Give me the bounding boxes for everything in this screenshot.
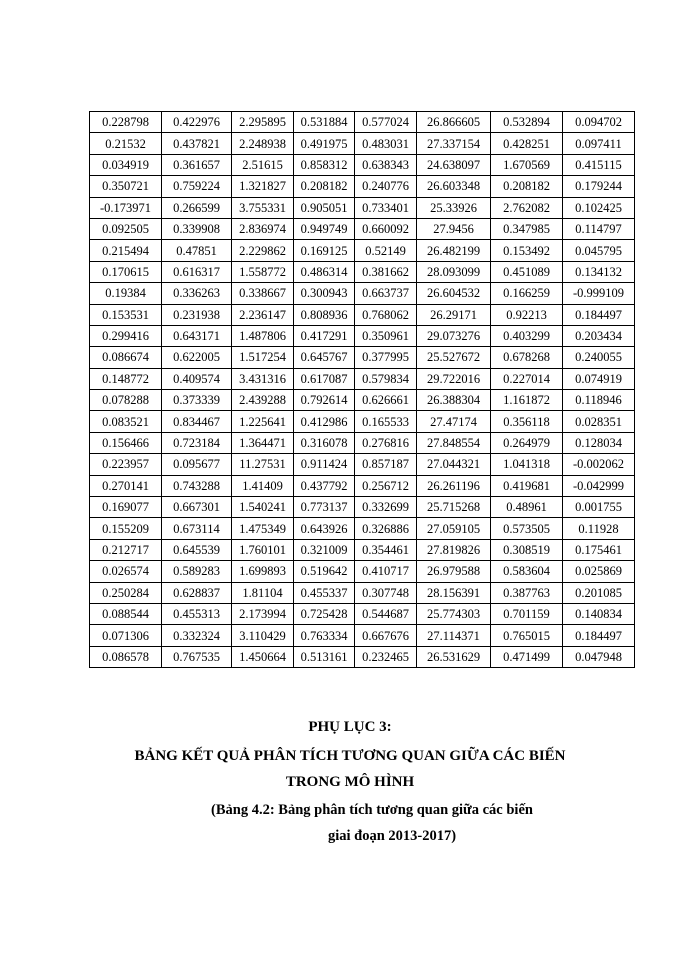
table-cell: 3.110429 xyxy=(232,625,294,646)
table-cell: 0.228798 xyxy=(90,112,162,133)
table-cell: 26.604532 xyxy=(417,283,491,304)
table-cell: 0.638343 xyxy=(355,154,417,175)
table-cell: 0.513161 xyxy=(294,646,355,667)
table-row xyxy=(90,497,635,518)
table-cell: 0.765015 xyxy=(491,625,563,646)
table-cell: 0.227014 xyxy=(491,368,563,389)
table-cell: 0.316078 xyxy=(294,432,355,453)
table-cell: 0.437821 xyxy=(162,133,232,154)
table-cell: 0.626661 xyxy=(355,390,417,411)
table-cell: 0.52149 xyxy=(355,240,417,261)
table-cell: 0.911424 xyxy=(294,454,355,475)
table-cell: 0.240055 xyxy=(563,347,635,368)
table-row xyxy=(90,432,635,453)
table-cell: 0.332324 xyxy=(162,625,232,646)
table-cell: 0.373339 xyxy=(162,390,232,411)
appendix-title-line-1: BẢNG KẾT QUẢ PHÂN TÍCH TƯƠNG QUAN GIỮA CÁC BIẾN xyxy=(134,748,566,764)
table-row xyxy=(90,561,635,582)
table-cell: 0.184497 xyxy=(563,625,635,646)
table-cell: 0.148772 xyxy=(90,368,162,389)
table-cell: 0.175461 xyxy=(563,539,635,560)
table-row xyxy=(90,539,635,560)
appendix-subtitle-line-2: giai đoạn 2013-2017) xyxy=(327,828,457,844)
table-row xyxy=(90,625,635,646)
table-cell: 27.9456 xyxy=(417,218,491,239)
table-cell: 1.760101 xyxy=(232,539,294,560)
table-cell: 0.589283 xyxy=(162,561,232,582)
appendix-section xyxy=(0,714,700,849)
table-cell: 0.223957 xyxy=(90,454,162,475)
table-row xyxy=(90,197,635,218)
table-cell: 0.403299 xyxy=(491,325,563,346)
table-cell: 0.184497 xyxy=(563,304,635,325)
table-row xyxy=(90,154,635,175)
table-cell: 29.722016 xyxy=(417,368,491,389)
table-row xyxy=(90,411,635,432)
table-cell: 0.808936 xyxy=(294,304,355,325)
table-row xyxy=(90,218,635,239)
table-cell: 0.667676 xyxy=(355,625,417,646)
table-cell: 1.670569 xyxy=(491,154,563,175)
table-cell: 0.455337 xyxy=(294,582,355,603)
table-cell: 0.419681 xyxy=(491,475,563,496)
table-cell: 27.114371 xyxy=(417,625,491,646)
table-cell: 0.339908 xyxy=(162,218,232,239)
table-cell: 0.544687 xyxy=(355,603,417,624)
table-cell: 0.350721 xyxy=(90,176,162,197)
table-cell: 0.094702 xyxy=(563,112,635,133)
table-cell: 0.678268 xyxy=(491,347,563,368)
table-cell: 0.256712 xyxy=(355,475,417,496)
table-cell: 0.034919 xyxy=(90,154,162,175)
table-cell: 0.417291 xyxy=(294,325,355,346)
table-cell: 3.755331 xyxy=(232,197,294,218)
table-cell: 0.307748 xyxy=(355,582,417,603)
table-row xyxy=(90,603,635,624)
table-cell: 0.240776 xyxy=(355,176,417,197)
table-cell: 1.558772 xyxy=(232,261,294,282)
table-row xyxy=(90,390,635,411)
table-cell: -0.173971 xyxy=(90,197,162,218)
table-cell: 0.321009 xyxy=(294,539,355,560)
table-cell: 0.208182 xyxy=(491,176,563,197)
table-cell: 0.250284 xyxy=(90,582,162,603)
table-cell: 2.229862 xyxy=(232,240,294,261)
table-cell: 0.169125 xyxy=(294,240,355,261)
table-cell: 0.140834 xyxy=(563,603,635,624)
table-cell: 0.266599 xyxy=(162,197,232,218)
table-cell: 0.232465 xyxy=(355,646,417,667)
table-cell: 24.638097 xyxy=(417,154,491,175)
table-cell: 0.086578 xyxy=(90,646,162,667)
table-row xyxy=(90,133,635,154)
table-cell: 0.299416 xyxy=(90,325,162,346)
table-cell: 0.486314 xyxy=(294,261,355,282)
table-cell: 0.767535 xyxy=(162,646,232,667)
table-cell: 0.905051 xyxy=(294,197,355,218)
table-row xyxy=(90,304,635,325)
table-cell: 0.001755 xyxy=(563,497,635,518)
table-cell: 0.338667 xyxy=(232,283,294,304)
table-cell: 0.531884 xyxy=(294,112,355,133)
table-cell: 0.215494 xyxy=(90,240,162,261)
appendix-heading: PHỤ LỤC 3: xyxy=(308,719,392,735)
table-cell: 0.387763 xyxy=(491,582,563,603)
table-cell: 0.264979 xyxy=(491,432,563,453)
table-cell: 1.450664 xyxy=(232,646,294,667)
table-cell: 0.763334 xyxy=(294,625,355,646)
table-cell: 0.519642 xyxy=(294,561,355,582)
table-cell: 2.295895 xyxy=(232,112,294,133)
table-row xyxy=(90,454,635,475)
table-cell: 27.47174 xyxy=(417,411,491,432)
table-cell: 0.025869 xyxy=(563,561,635,582)
table-row xyxy=(90,368,635,389)
table-row xyxy=(90,325,635,346)
table-cell: 1.364471 xyxy=(232,432,294,453)
table-cell: 1.487806 xyxy=(232,325,294,346)
table-cell: 0.212717 xyxy=(90,539,162,560)
table-cell: 0.743288 xyxy=(162,475,232,496)
table-cell: 25.33926 xyxy=(417,197,491,218)
table-row xyxy=(90,176,635,197)
table-cell: 0.645539 xyxy=(162,539,232,560)
table-cell: 1.540241 xyxy=(232,497,294,518)
table-cell: 0.128034 xyxy=(563,432,635,453)
table-cell: 25.774303 xyxy=(417,603,491,624)
data-table xyxy=(89,111,635,668)
table-cell: 0.078288 xyxy=(90,390,162,411)
table-cell: 0.577024 xyxy=(355,112,417,133)
table-cell: 0.102425 xyxy=(563,197,635,218)
table-cell: 0.643926 xyxy=(294,518,355,539)
table-cell: 1.699893 xyxy=(232,561,294,582)
table-row xyxy=(90,518,635,539)
table-cell: 0.451089 xyxy=(491,261,563,282)
table-cell: 0.412986 xyxy=(294,411,355,432)
table-cell: 0.48961 xyxy=(491,497,563,518)
table-cell: 2.762082 xyxy=(491,197,563,218)
table-cell: 28.093099 xyxy=(417,261,491,282)
table-cell: 0.663737 xyxy=(355,283,417,304)
table-cell: 0.377995 xyxy=(355,347,417,368)
table-cell: 0.332699 xyxy=(355,497,417,518)
table-cell: 0.409574 xyxy=(162,368,232,389)
table-cell: 0.725428 xyxy=(294,603,355,624)
table-cell: 26.388304 xyxy=(417,390,491,411)
table-cell: 0.428251 xyxy=(491,133,563,154)
table-cell: 2.51615 xyxy=(232,154,294,175)
table-cell: 0.169077 xyxy=(90,497,162,518)
table-cell: 0.19384 xyxy=(90,283,162,304)
table-cell: 0.326886 xyxy=(355,518,417,539)
table-row xyxy=(90,261,635,282)
table-cell: 0.617087 xyxy=(294,368,355,389)
table-cell: 0.583604 xyxy=(491,561,563,582)
table-cell: 0.701159 xyxy=(491,603,563,624)
table-cell: 0.471499 xyxy=(491,646,563,667)
table-cell: 2.836974 xyxy=(232,218,294,239)
table-cell: 0.645767 xyxy=(294,347,355,368)
table-cell: 27.044321 xyxy=(417,454,491,475)
appendix-subtitle-line-1: (Bảng 4.2: Bảng phân tích tương quan giữa các biến xyxy=(211,802,533,818)
table-cell: 11.27531 xyxy=(232,454,294,475)
table-cell: 0.276816 xyxy=(355,432,417,453)
table-cell: 26.531629 xyxy=(417,646,491,667)
table-cell: 0.422976 xyxy=(162,112,232,133)
table-cell: 0.134132 xyxy=(563,261,635,282)
table-cell: 0.491975 xyxy=(294,133,355,154)
table-row xyxy=(90,475,635,496)
table-cell: 3.431316 xyxy=(232,368,294,389)
table-cell: 0.356118 xyxy=(491,411,563,432)
table-cell: 0.11928 xyxy=(563,518,635,539)
table-cell: 1.225641 xyxy=(232,411,294,432)
table-cell: 27.337154 xyxy=(417,133,491,154)
table-cell: -0.999109 xyxy=(563,283,635,304)
table-cell: -0.042999 xyxy=(563,475,635,496)
table-cell: -0.002062 xyxy=(563,454,635,475)
table-cell: 0.455313 xyxy=(162,603,232,624)
table-cell: 1.41409 xyxy=(232,475,294,496)
table-cell: 0.179244 xyxy=(563,176,635,197)
table-cell: 0.673114 xyxy=(162,518,232,539)
table-cell: 25.527672 xyxy=(417,347,491,368)
table-cell: 0.153492 xyxy=(491,240,563,261)
table-cell: 0.92213 xyxy=(491,304,563,325)
table-cell: 26.482199 xyxy=(417,240,491,261)
table-cell: 0.074919 xyxy=(563,368,635,389)
table-cell: 0.155209 xyxy=(90,518,162,539)
table-cell: 0.347985 xyxy=(491,218,563,239)
table-cell: 0.083521 xyxy=(90,411,162,432)
table-cell: 26.261196 xyxy=(417,475,491,496)
appendix-title-line-2: TRONG MÔ HÌNH xyxy=(285,774,415,790)
table-cell: 0.483031 xyxy=(355,133,417,154)
table-row xyxy=(90,347,635,368)
table-cell: 0.153531 xyxy=(90,304,162,325)
table-cell: 0.622005 xyxy=(162,347,232,368)
table-cell: 0.114797 xyxy=(563,218,635,239)
table-cell: 0.949749 xyxy=(294,218,355,239)
table-cell: 0.616317 xyxy=(162,261,232,282)
table-cell: 2.236147 xyxy=(232,304,294,325)
table-cell: 0.045795 xyxy=(563,240,635,261)
table-cell: 0.723184 xyxy=(162,432,232,453)
table-cell: 1.041318 xyxy=(491,454,563,475)
table-cell: 28.156391 xyxy=(417,582,491,603)
table-row xyxy=(90,283,635,304)
table-cell: 1.161872 xyxy=(491,390,563,411)
table-cell: 0.201085 xyxy=(563,582,635,603)
table-cell: 0.028351 xyxy=(563,411,635,432)
table-cell: 0.300943 xyxy=(294,283,355,304)
table-row xyxy=(90,112,635,133)
table-cell: 25.715268 xyxy=(417,497,491,518)
table-cell: 0.437792 xyxy=(294,475,355,496)
table-cell: 0.643171 xyxy=(162,325,232,346)
table-cell: 0.628837 xyxy=(162,582,232,603)
table-cell: 0.381662 xyxy=(355,261,417,282)
table-cell: 0.086674 xyxy=(90,347,162,368)
table-cell: 0.792614 xyxy=(294,390,355,411)
table-cell: 0.350961 xyxy=(355,325,417,346)
table-cell: 0.660092 xyxy=(355,218,417,239)
table-row xyxy=(90,240,635,261)
table-cell: 0.768062 xyxy=(355,304,417,325)
table-cell: 0.165533 xyxy=(355,411,417,432)
table-cell: 26.979588 xyxy=(417,561,491,582)
table-cell: 0.308519 xyxy=(491,539,563,560)
table-cell: 0.270141 xyxy=(90,475,162,496)
table-cell: 26.866605 xyxy=(417,112,491,133)
table-cell: 0.667301 xyxy=(162,497,232,518)
table-cell: 0.47851 xyxy=(162,240,232,261)
table-row xyxy=(90,646,635,667)
table-cell: 0.203434 xyxy=(563,325,635,346)
table-cell: 0.834467 xyxy=(162,411,232,432)
table-cell: 0.026574 xyxy=(90,561,162,582)
table-cell: 0.773137 xyxy=(294,497,355,518)
table-cell: 0.354461 xyxy=(355,539,417,560)
table-cell: 0.336263 xyxy=(162,283,232,304)
table-cell: 0.759224 xyxy=(162,176,232,197)
table-cell: 0.166259 xyxy=(491,283,563,304)
table-cell: 0.097411 xyxy=(563,133,635,154)
table-cell: 1.321827 xyxy=(232,176,294,197)
table-cell: 27.819826 xyxy=(417,539,491,560)
table-cell: 1.81104 xyxy=(232,582,294,603)
table-cell: 0.361657 xyxy=(162,154,232,175)
table-cell: 0.532894 xyxy=(491,112,563,133)
table-cell: 1.475349 xyxy=(232,518,294,539)
table-row xyxy=(90,582,635,603)
table-cell: 0.231938 xyxy=(162,304,232,325)
table-cell: 2.248938 xyxy=(232,133,294,154)
table-cell: 1.517254 xyxy=(232,347,294,368)
table-cell: 26.29171 xyxy=(417,304,491,325)
table-cell: 27.059105 xyxy=(417,518,491,539)
table-cell: 2.173994 xyxy=(232,603,294,624)
table-cell: 0.208182 xyxy=(294,176,355,197)
table-cell: 0.170615 xyxy=(90,261,162,282)
table-cell: 0.088544 xyxy=(90,603,162,624)
table-cell: 0.415115 xyxy=(563,154,635,175)
table-cell: 0.095677 xyxy=(162,454,232,475)
table-cell: 0.092505 xyxy=(90,218,162,239)
table-cell: 26.603348 xyxy=(417,176,491,197)
table-cell: 0.858312 xyxy=(294,154,355,175)
table-cell: 2.439288 xyxy=(232,390,294,411)
table-cell: 0.21532 xyxy=(90,133,162,154)
table-cell: 0.071306 xyxy=(90,625,162,646)
table-cell: 0.733401 xyxy=(355,197,417,218)
table-cell: 0.156466 xyxy=(90,432,162,453)
table-body xyxy=(90,112,635,668)
table-cell: 27.848554 xyxy=(417,432,491,453)
table-cell: 0.857187 xyxy=(355,454,417,475)
table-cell: 0.410717 xyxy=(355,561,417,582)
table-cell: 0.047948 xyxy=(563,646,635,667)
table-cell: 0.118946 xyxy=(563,390,635,411)
table-cell: 29.073276 xyxy=(417,325,491,346)
table-cell: 0.579834 xyxy=(355,368,417,389)
table-cell: 0.573505 xyxy=(491,518,563,539)
